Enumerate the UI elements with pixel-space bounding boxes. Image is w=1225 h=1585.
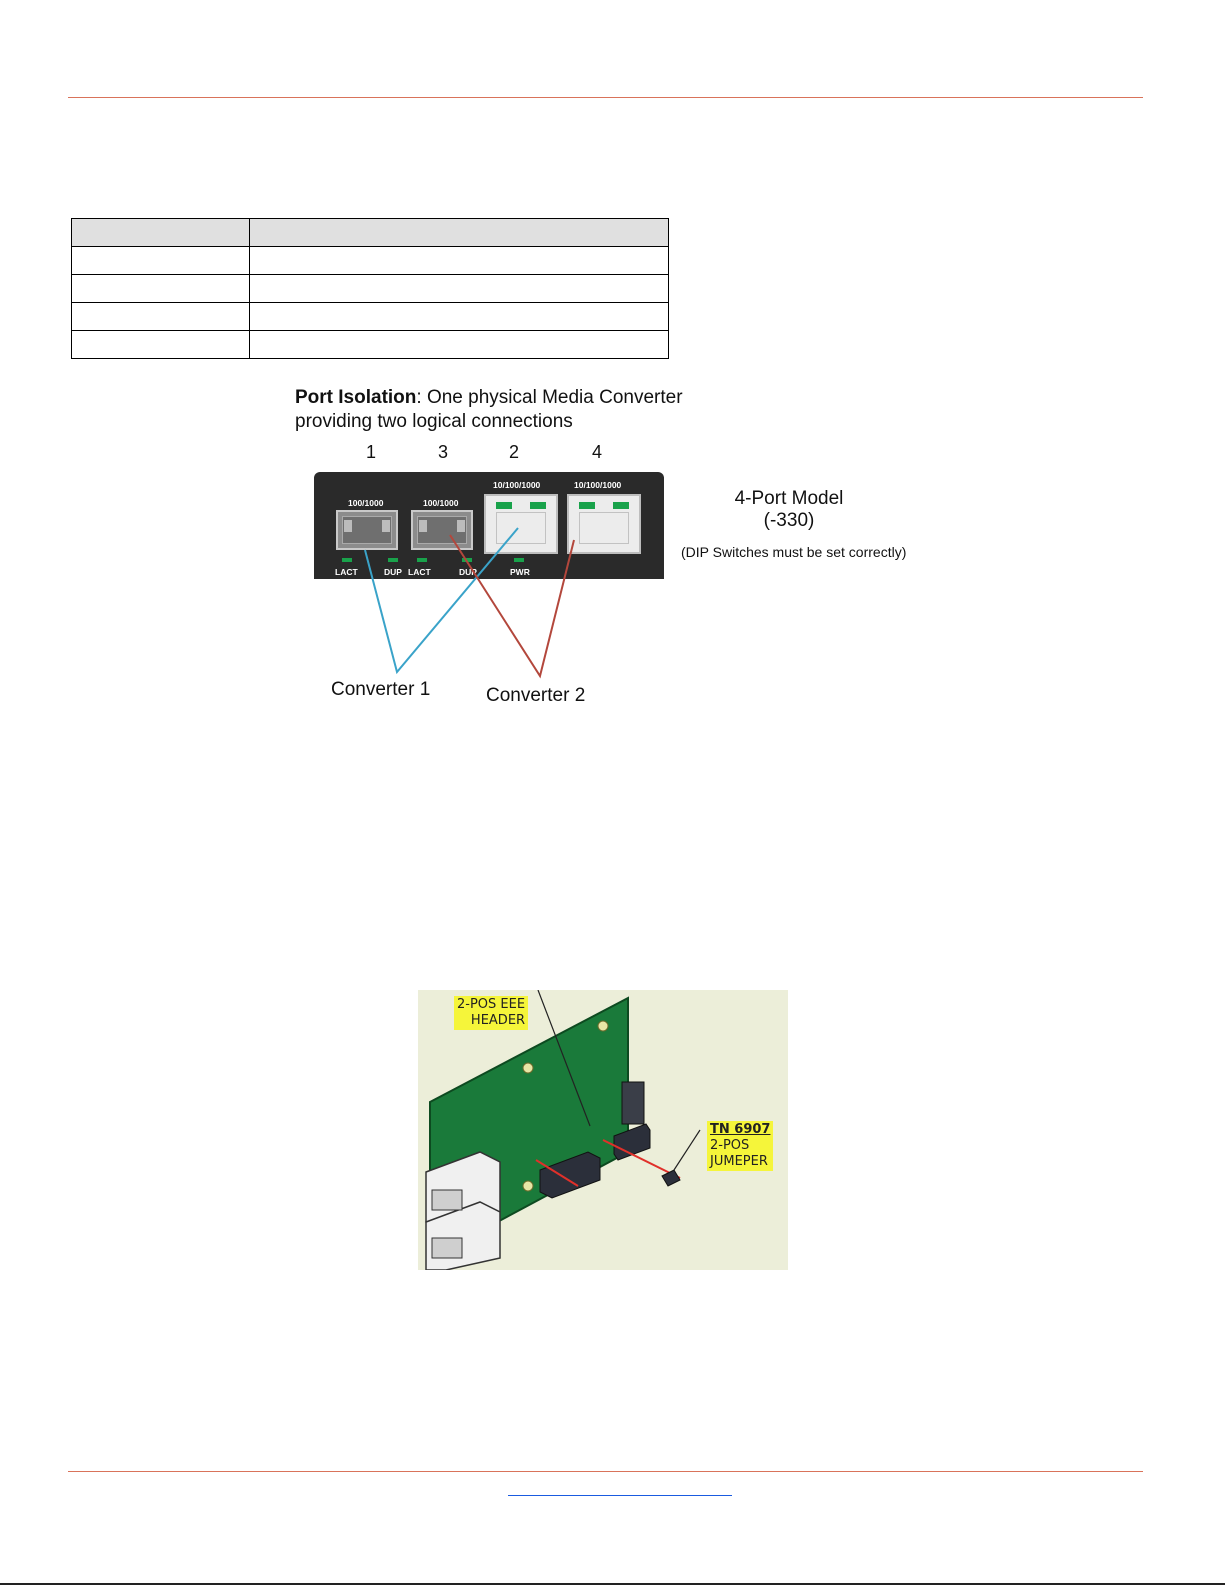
caption-bold: Port Isolation — [295, 387, 417, 408]
jumper-line3: JUMEPER — [710, 1154, 768, 1169]
pwr-label: PWR — [510, 567, 530, 577]
port-number-4: 4 — [592, 442, 603, 462]
model-number: (-330) — [763, 510, 815, 531]
port-number-3: 3 — [438, 442, 449, 462]
jumper-line2: 2-POS — [710, 1138, 750, 1153]
jumper-callout — [707, 1121, 773, 1171]
converter1-label: Converter 1 — [331, 679, 431, 700]
header-callout — [454, 996, 528, 1030]
dup-label-1: DUP — [384, 567, 402, 577]
port-number-2: 2 — [509, 442, 520, 462]
lact-label-1: LACT — [335, 567, 358, 577]
sfp1-speed-label: 100/1000 — [348, 498, 384, 508]
caption-line2: providing two logical connections — [295, 411, 573, 432]
port-number-1: 1 — [366, 442, 377, 462]
rj2-speed-label: 10/100/1000 — [574, 480, 622, 490]
lact-label-2: LACT — [408, 567, 431, 577]
dip-switch-note: (DIP Switches must be set correctly) — [681, 544, 907, 560]
footer-link[interactable] — [508, 1486, 732, 1496]
rj1-speed-label: 10/100/1000 — [493, 480, 541, 490]
converter1-line — [365, 528, 518, 672]
jumper-part-number: TN 6907 — [710, 1122, 771, 1137]
converter2-line — [450, 535, 574, 676]
header-callout-line2: HEADER — [470, 1013, 526, 1028]
model-label — [730, 488, 848, 532]
header-callout-line1: 2-POS EEE — [457, 997, 526, 1012]
caption-rest: : One physical Media Converter — [416, 387, 683, 408]
pcb-jumper-figure — [418, 990, 788, 1270]
converter2-label: Converter 2 — [486, 685, 586, 706]
sfp2-speed-label: 100/1000 — [423, 498, 459, 508]
model-name: 4-Port Model — [734, 488, 844, 509]
footer-rule — [68, 1471, 1143, 1472]
dup-label-2: DUP — [459, 567, 477, 577]
